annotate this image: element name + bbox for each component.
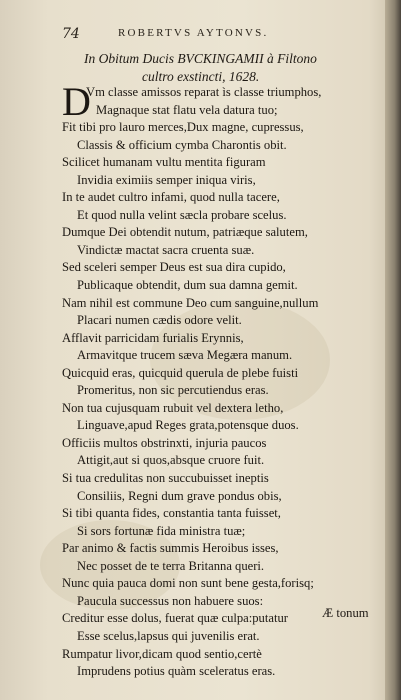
poem-line: Publicaque obtendit, dum sua damna gemit. [77,278,298,293]
page-edge [385,0,401,700]
poem-line: Attigit,aut si quos,absque cruore fuit. [77,453,265,468]
poem-line: Quicquid eras, quicquid querula de plebe fuisti [62,365,299,380]
poem-line: Non tua cujusquam rubuit vel dextera letho, [62,400,284,415]
poem-line: In te audet cultro infami, quod nulla tacere, [62,190,280,205]
poem-line: Et quod nulla velint sæcla probare scelus. [77,207,287,222]
poem-line: Creditur esse dolus, fuerat quæ culpa:putatur [62,611,288,626]
poem-line: Invidia eximiis semper iniqua viris, [77,172,256,187]
poem-line: Nam nihil est commune Deo cum sanguine,nullum [62,295,319,310]
poem-line: Scilicet humanam vultu mentita figuram [62,155,266,170]
poem-line: Si tua credulitas non succubuisset ineptis [62,471,269,486]
poem-line: Imprudens potius quàm sceleratus eras. [77,664,276,679]
poem-line: Si tibi quanta fides, constantia tanta fuisset, [62,506,281,521]
poem-body [62,79,384,681]
poem-line: Nunc quia pauca domi non sunt bene gesta,forisq; [62,576,314,591]
poem-line: Par animo & factis summis Heroibus isses, [62,541,279,556]
running-head: ROBERTVS AYTONVS. [118,27,269,39]
poem-line: Rumpatur livor,dicam quod sentio,certè [62,646,262,661]
poem-line: Placari numen cædis odore velit. [77,313,242,328]
poem-line: Si sors fortunæ fida ministra tuæ; [77,523,246,538]
poem-line: Paucula successus non habuere suos: [77,593,264,608]
poem-line: Nec posset de te terra Britanna queri. [77,558,265,573]
poem-line: Vindictæ mactat sacra cruenta suæ. [77,242,255,257]
poem-line: Promeritus, non sic percutiendus eras. [77,383,269,398]
drop-cap: D [62,79,91,124]
poem-line: Fit tibi pro lauro merces,Dux magne, cupressus, [62,120,304,135]
poem-title-line-1: In Obitum Ducis BVCKINGAMII à Filtono [84,51,317,66]
poem-line: Esse scelus,lapsus qui juvenilis erat. [77,628,260,643]
poem-line: Afflavit parricidam furialis Erynnis, [62,330,244,345]
poem-line: Armavitque trucem sæva Megæra manum. [77,348,293,363]
poem-line: Consiliis, Regni dum grave pondus obis, [77,488,282,503]
poem-title-line-2: cultro exstincti, 1628. [142,69,260,84]
poem-title [84,50,384,86]
catchword: Æ tonum [322,606,369,620]
page-header [0,0,401,44]
poem-line: Linguave,apud Reges grata,potensque duos. [77,418,299,433]
page-number: 74 [62,26,80,42]
poem-line: Classis & officium cymba Charontis obit. [77,137,287,152]
poem-line: Dumque Dei obtendit nutum, patriæque salutem, [62,225,308,240]
poem-line: Officiis multos obstrinxti, injuria paucos [62,435,267,450]
poem-line: Sed sceleri semper Deus est sua dira cupido, [62,260,286,275]
poem-line: Vm classe amissos reparat ìs classe triumphos, [86,85,322,99]
poem-line: Magnaque stat flatu vela datura tuo; [96,102,278,117]
